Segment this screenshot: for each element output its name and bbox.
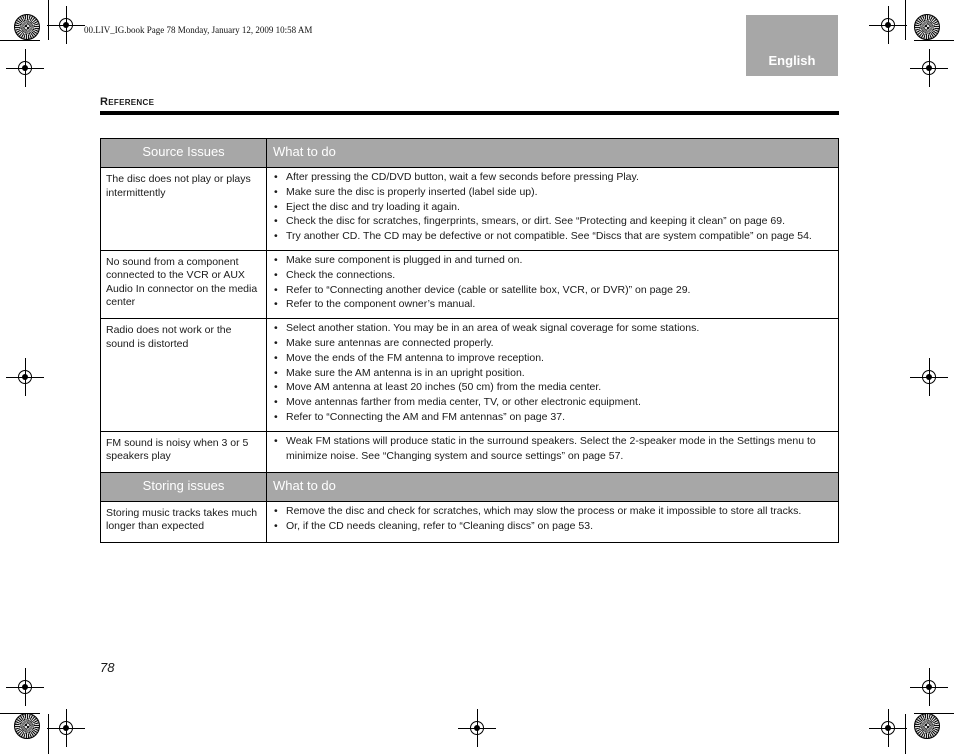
print-rosette-icon bbox=[914, 713, 940, 739]
action-item: • Try another CD. The CD may be defective or not compatible. See “Discs that are system compatible” on page 54. bbox=[273, 229, 832, 244]
issue-cell: No sound from a component connected to the VCR or AUX Audio In connector on the media center bbox=[101, 250, 267, 318]
action-item: • Make sure antennas are connected properly. bbox=[273, 336, 832, 351]
section-rule bbox=[100, 111, 839, 115]
action-cell bbox=[267, 319, 839, 432]
action-cell bbox=[267, 431, 839, 472]
crop-line bbox=[48, 0, 49, 40]
action-item: • Refer to the component owner’s manual. bbox=[273, 297, 832, 312]
issue-cell: FM sound is noisy when 3 or 5 speakers play bbox=[101, 431, 267, 472]
troubleshooting-table bbox=[100, 138, 839, 543]
action-item: • Refer to “Connecting the AM and FM antennas” on page 37. bbox=[273, 410, 832, 425]
action-item: • Move AM antenna at least 20 inches (50 cm) from the media center. bbox=[273, 380, 832, 395]
action-item: • After pressing the CD/DVD button, wait a few seconds before pressing Play. bbox=[273, 170, 832, 185]
registration-mark bbox=[877, 14, 899, 36]
registration-mark bbox=[918, 57, 940, 79]
action-item: • Move the ends of the FM antenna to improve reception. bbox=[273, 351, 832, 366]
table-header-row bbox=[101, 472, 839, 501]
action-item: • Eject the disc and try loading it again. bbox=[273, 200, 832, 215]
table-row bbox=[101, 250, 839, 318]
action-item: • Weak FM stations will produce static in the surround speakers. Select the 2-speaker mode in the Settings menu to minimize noise. See “Changing system and source settings” on page 57. bbox=[273, 434, 832, 464]
registration-mark bbox=[918, 366, 940, 388]
registration-mark bbox=[14, 57, 36, 79]
action-item: • Check the disc for scratches, fingerprints, smears, or dirt. See “Protecting and keeping it clean” on page 69. bbox=[273, 214, 832, 229]
print-slug: 00.LIV_IG.book Page 78 Monday, January 12, 2009 10:58 AM bbox=[84, 25, 313, 35]
action-item: • Or, if the CD needs cleaning, refer to “Cleaning discs” on page 53. bbox=[273, 519, 832, 534]
action-item: • Select another station. You may be in an area of weak signal coverage for some stations. bbox=[273, 321, 832, 336]
language-label: English bbox=[768, 53, 816, 68]
action-item: • Refer to “Connecting another device (cable or satellite box, VCR, or DVR)” on page 29. bbox=[273, 283, 832, 298]
table-header-row bbox=[101, 139, 839, 168]
action-item: • Make sure component is plugged in and turned on. bbox=[273, 253, 832, 268]
action-cell bbox=[267, 501, 839, 542]
issue-cell: The disc does not play or plays intermittently bbox=[101, 168, 267, 251]
registration-mark bbox=[918, 676, 940, 698]
registration-mark bbox=[877, 717, 899, 739]
action-item: • Make sure the AM antenna is in an upright position. bbox=[273, 366, 832, 381]
print-rosette-icon bbox=[914, 14, 940, 40]
crop-line bbox=[48, 714, 49, 754]
column-header-action: What to do bbox=[267, 139, 839, 168]
column-header-issue: Storing issues bbox=[101, 472, 267, 501]
page-number: 78 bbox=[100, 660, 115, 675]
action-item: • Make sure the disc is properly inserted (label side up). bbox=[273, 185, 832, 200]
crop-line bbox=[914, 40, 954, 41]
crop-line bbox=[905, 0, 906, 40]
crop-line bbox=[0, 40, 40, 41]
issue-cell: Radio does not work or the sound is distorted bbox=[101, 319, 267, 432]
table-row bbox=[101, 431, 839, 472]
table-row bbox=[101, 501, 839, 542]
registration-mark bbox=[466, 717, 488, 739]
print-rosette-icon bbox=[14, 713, 40, 739]
action-item: • Check the connections. bbox=[273, 268, 832, 283]
registration-mark bbox=[14, 366, 36, 388]
action-cell bbox=[267, 250, 839, 318]
action-cell bbox=[267, 168, 839, 251]
column-header-issue: Source Issues bbox=[101, 139, 267, 168]
registration-mark bbox=[55, 14, 77, 36]
section-title: Reference bbox=[100, 96, 155, 108]
action-item: • Remove the disc and check for scratches, which may slow the process or make it impossible to store all tracks. bbox=[273, 504, 832, 519]
issue-cell: Storing music tracks takes much longer than expected bbox=[101, 501, 267, 542]
column-header-action: What to do bbox=[267, 472, 839, 501]
table-row bbox=[101, 319, 839, 432]
action-item: • Move antennas farther from media center, TV, or other electronic equipment. bbox=[273, 395, 832, 410]
print-rosette-icon bbox=[14, 14, 40, 40]
language-tab bbox=[746, 15, 838, 76]
crop-line bbox=[905, 714, 906, 754]
table-row bbox=[101, 168, 839, 251]
registration-mark bbox=[55, 717, 77, 739]
registration-mark bbox=[14, 676, 36, 698]
